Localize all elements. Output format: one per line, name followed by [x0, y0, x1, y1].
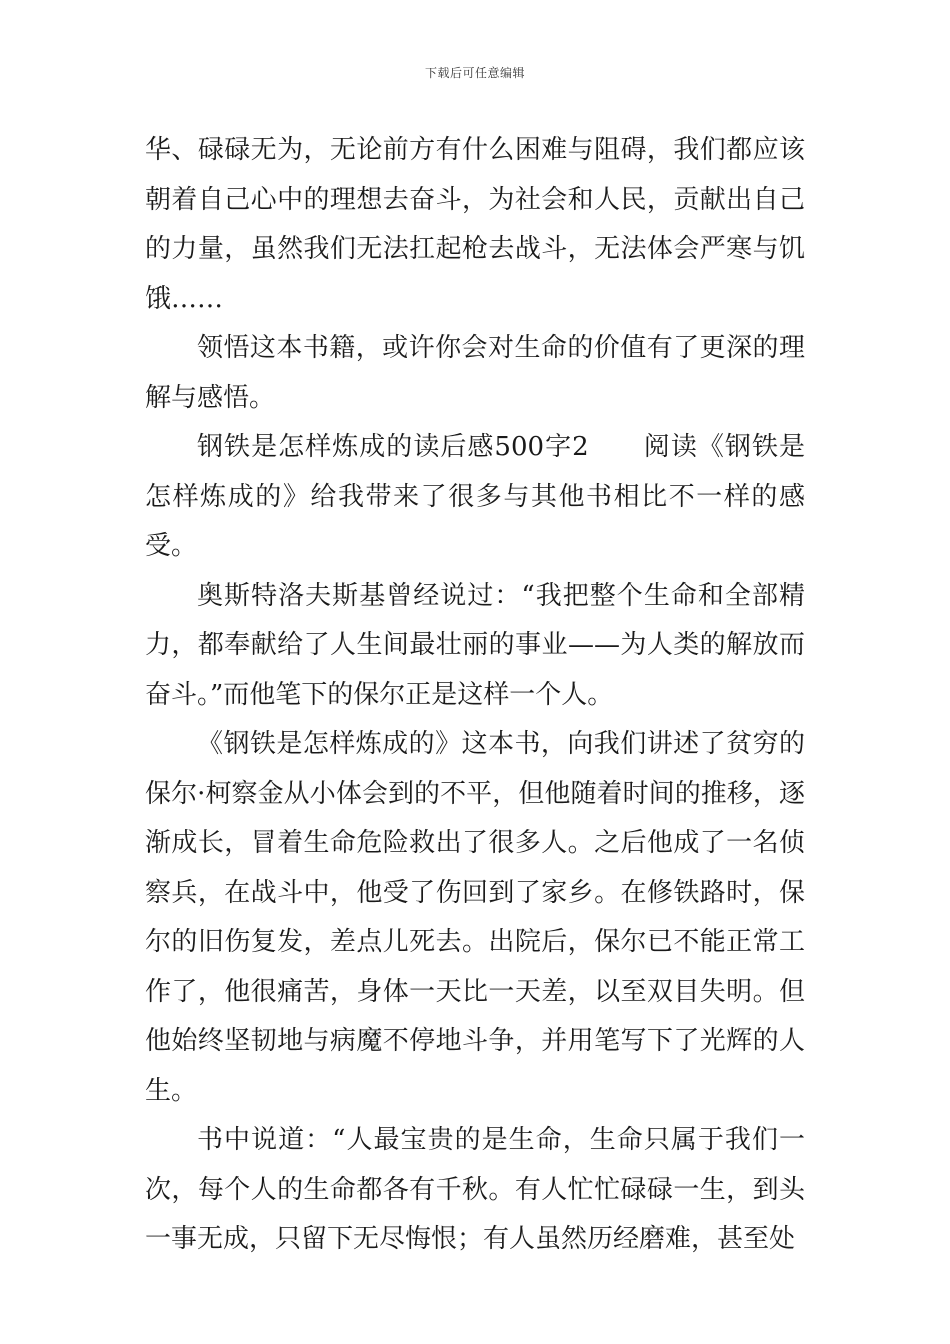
paragraph-book-quote: 书中说道：“人最宝贵的是生命，生命只属于我们一次，每个人的生命都各有千秋。有人忙忙碌碌一生，到头一事无成，只留下无尽悔恨；有人虽然历经磨难，甚至处	[145, 1125, 805, 1254]
paragraph-review-title: 钢铁是怎样炼成的读后感500字2 阅读《钢铁是怎样炼成的》给我带来了很多与其他书相比不一样的感受。	[145, 432, 805, 561]
paragraph-quote-ostrovsky: 奥斯特洛夫斯基曾经说过：“我把整个生命和全部精力，都奉献给了人生间最壮丽的事业——为人类的解放而奋斗。”而他笔下的保尔正是这样一个人。	[145, 580, 805, 710]
document-body	[145, 126, 805, 1265]
paragraph-story-summary: 《钢铁是怎样炼成的》这本书，向我们讲述了贫穷的保尔·柯察金从小体会到的不平，但他随着时间的推移，逐渐成长，冒着生命危险救出了很多人。之后他成了一名侦察兵，在战斗中，他受了伤回到了家乡。在修铁路时，保尔的旧伤复发，差点儿死去。出院后，保尔已不能正常工作了，他很痛苦，身体一天比一天差，以至双目失明。但他始终坚韧地与病魔不停地斗争，并用笔写下了光辉的人生。	[145, 729, 805, 1106]
page-header: 下载后可任意编辑	[424, 66, 525, 80]
paragraph-continuation: 华、碌碌无为，无论前方有什么困难与阻碍，我们都应该朝着自己心中的理想去奋斗，为社会和人民，贡献出自己的力量，虽然我们无法扛起枪去战斗，无法体会严寒与饥饿……	[145, 135, 805, 314]
paragraph-understanding: 领悟这本书籍，或许你会对生命的价值有了更深的理解与感悟。	[145, 333, 805, 413]
